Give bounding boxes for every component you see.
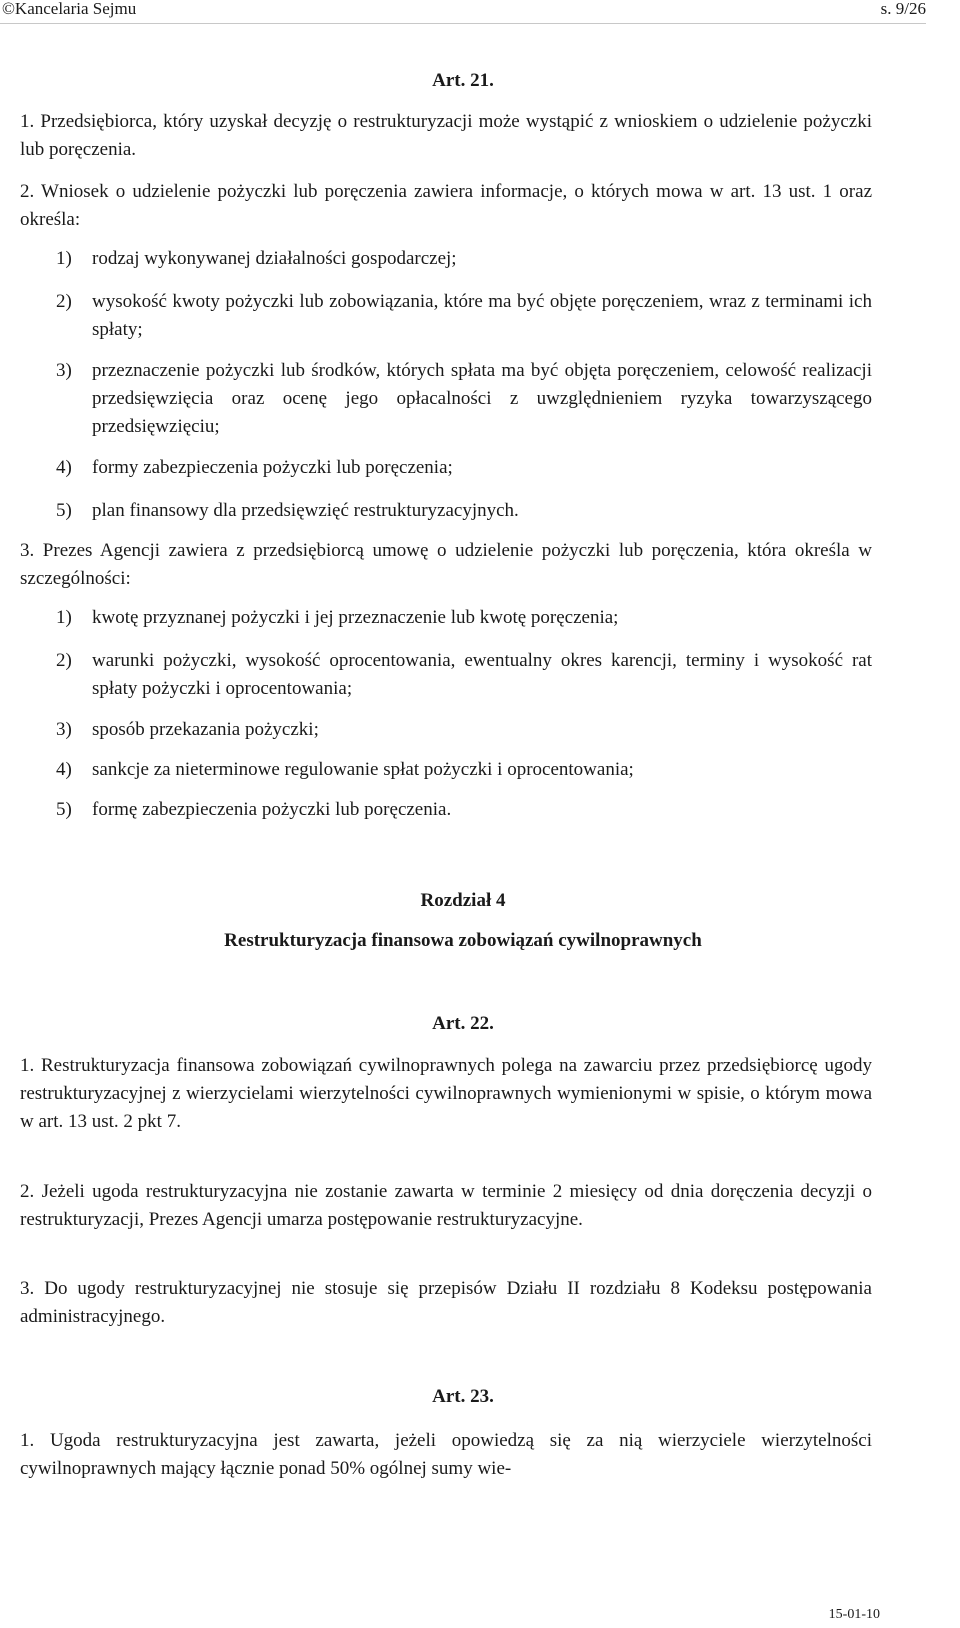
item-number: 3) [56,360,72,381]
item-number: 3) [56,719,72,740]
item-number: 1) [56,607,72,628]
art22-paragraph-2: 2. Jeżeli ugoda restrukturyzacyjna nie zostanie zawarta w terminie 2 miesięcy od dnia doręczenia decyzji o restrukturyzacji, Prezes Agencji umarza postępowanie restrukturyzacyjne. [20,1181,872,1230]
article-22-title: Art. 22. [432,1013,494,1034]
item-text: kwotę przyznanej pożyczki i jej przeznaczenie lub kwotę poręczenia; [92,607,619,628]
art21-p3-item-5 [56,796,872,824]
footer-date: 15-01-10 [828,1607,880,1622]
art21-p3-item-1 [56,604,872,632]
item-text: formę zabezpieczenia pożyczki lub poręczenia. [92,799,452,820]
art21-p2-item-2 [56,288,872,344]
item-text: wysokość kwoty pożyczki lub zobowiązania, które ma być objęte poręczeniem, wraz z terminami ich spłaty; [92,291,872,340]
item-text: warunki pożyczki, wysokość oprocentowania, ewentualny okres karencji, terminy i wysokość rat spłaty pożyczki i oprocentowania; [92,650,872,699]
article-23-title: Art. 23. [432,1386,494,1407]
art23-paragraph-1: 1. Ugoda restrukturyzacyjna jest zawarta, jeżeli opowiedzą się za nią wierzyciele wierzytelności cywilnoprawnych mający łącznie ponad 50% ogólnej sumy wie- [20,1430,872,1479]
art22-paragraph-3: 3. Do ugody restrukturyzacyjnej nie stosuje się przepisów Działu II rozdziału 8 Kodeksu postępowania administracyjnego. [20,1278,872,1327]
item-text: sankcje za nieterminowe regulowanie spłat pożyczki i oprocentowania; [92,759,634,780]
article-21-title: Art. 21. [432,70,494,91]
copyright-label: ©Kancelaria Sejmu [2,0,137,18]
art21-paragraph-3: 3. Prezes Agencji zawiera z przedsiębiorcą umowę o udzielenie pożyczki lub poręczenia, która określa w szczególności: [20,540,872,589]
art21-p3-item-2 [56,647,872,703]
item-text: plan finansowy dla przedsięwzięć restrukturyzacyjnych. [92,500,519,521]
art21-p2-item-1 [56,245,872,273]
item-text: sposób przekazania pożyczki; [92,719,319,740]
header-divider [0,23,926,24]
item-text: formy zabezpieczenia pożyczki lub poręczenia; [92,457,453,478]
page-number: s. 9/26 [880,0,926,18]
item-number: 2) [56,291,72,312]
page-header [0,0,960,22]
chapter-number: Rozdział 4 [420,890,506,911]
art21-p2-item-3 [56,357,872,441]
art21-p3-item-4 [56,756,872,784]
item-number: 2) [56,650,72,671]
item-number: 4) [56,457,72,478]
art21-p3-item-3 [56,716,872,744]
art21-paragraph-2: 2. Wniosek o udzielenie pożyczki lub poręczenia zawiera informacje, o których mowa w art. 13 ust. 1 oraz określa: [20,181,872,230]
item-number: 4) [56,759,72,780]
item-number: 5) [56,500,72,521]
art21-p2-item-5 [56,497,872,525]
item-text: przeznaczenie pożyczki lub środków, których spłata ma być objęta poręczeniem, celowość realizacji przedsięwzięcia oraz ocenę jego opłacalności z uwzględnieniem ryzyka towarzyszącego przedsięwzięciu; [92,360,872,437]
item-number: 5) [56,799,72,820]
art21-paragraph-1: 1. Przedsiębiorca, który uzyskał decyzję o restrukturyzacji może wystąpić z wnioskiem o udzielenie pożyczki lub poręczenia. [20,111,872,160]
chapter-title: Restrukturyzacja finansowa zobowiązań cywilnoprawnych [224,930,702,951]
art21-p2-item-4 [56,454,872,482]
item-text: rodzaj wykonywanej działalności gospodarczej; [92,248,457,269]
item-number: 1) [56,248,72,269]
art22-paragraph-1: 1. Restrukturyzacja finansowa zobowiązań cywilnoprawnych polega na zawarciu przez przedsiębiorcę ugody restrukturyzacyjnej z wierzycielami wierzytelności cywilnoprawnych wymienionymi w spisie, o którym mowa w art. 13 ust. 2 pkt 7. [20,1055,872,1132]
